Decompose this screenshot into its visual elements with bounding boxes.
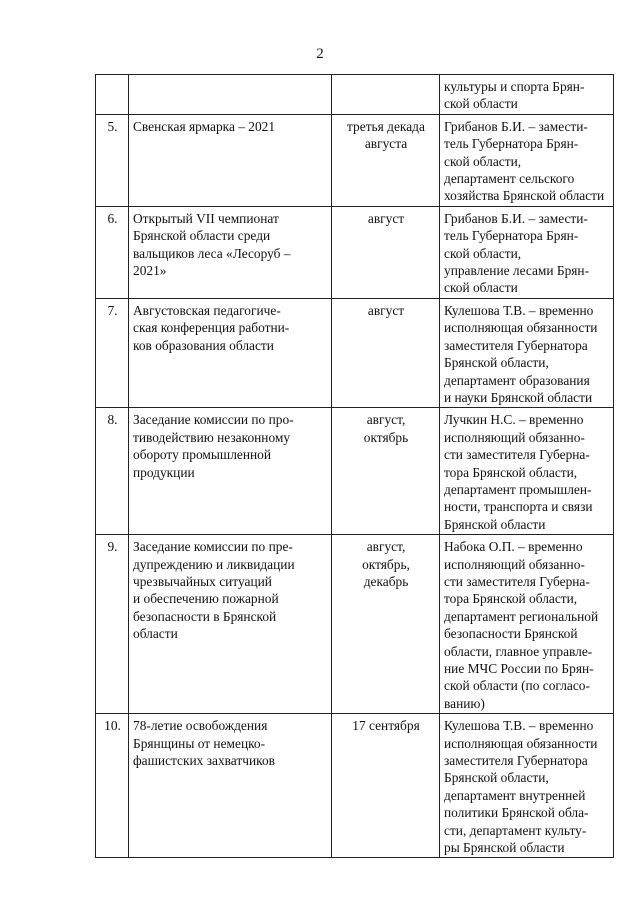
event-line: обороту промышленной <box>133 447 272 463</box>
responsible-line: тель Губернатора Брян- <box>444 136 579 152</box>
event-line: чрезвычайных ситуаций <box>133 573 272 589</box>
date-line: третья декада <box>347 118 425 134</box>
event-cell <box>129 408 332 535</box>
responsible-cell <box>440 75 614 115</box>
responsible-cell <box>440 408 614 535</box>
date-line: октябрь <box>363 429 409 445</box>
row-number: 8. <box>96 408 129 535</box>
row-number <box>96 75 129 115</box>
row-number: 10. <box>96 714 129 858</box>
responsible-line: хозяйства Брянской области <box>444 188 605 204</box>
event-line: продукции <box>133 464 195 480</box>
responsible-line: области, главное управле- <box>444 643 593 659</box>
row-number: 5. <box>96 114 129 206</box>
date-cell <box>332 535 440 714</box>
date-cell <box>332 714 440 858</box>
responsible-line: Лучкин Н.С. – временно <box>444 412 584 428</box>
responsible-line: департамент образования <box>444 372 590 388</box>
date-line: август <box>367 302 405 318</box>
event-line: области <box>133 626 178 642</box>
responsible-cell <box>440 114 614 206</box>
date-line: декабрь <box>363 573 409 589</box>
responsible-line: сти заместителя Губерна- <box>444 447 590 463</box>
responsible-line: департамент внутренней <box>444 787 586 803</box>
date-cell <box>332 75 440 115</box>
responsible-line: Брянской области, <box>444 770 549 786</box>
responsible-line: тора Брянской области, <box>444 591 578 607</box>
responsible-line: ской области, <box>444 245 522 261</box>
event-line: дупреждению и ликвидации <box>133 556 295 572</box>
responsible-line: сти, департамент культу- <box>444 822 587 838</box>
row-number: 6. <box>96 206 129 298</box>
event-line: Свенская ярмарка – 2021 <box>133 118 276 134</box>
responsible-line: Брянской области, <box>444 355 549 371</box>
table-row <box>96 535 614 714</box>
table-row <box>96 408 614 535</box>
date-cell <box>332 408 440 535</box>
responsible-line: культуры и спорта Брян- <box>444 79 585 94</box>
responsible-line: исполняющий обязанно- <box>444 556 585 572</box>
responsible-line: тель Губернатора Брян- <box>444 228 579 244</box>
responsible-line: сти заместителя Губерна- <box>444 573 590 589</box>
event-line: 78-летие освобождения <box>133 718 268 734</box>
responsible-line: ской области <box>444 280 518 296</box>
event-line: Заседание комиссии по про- <box>133 412 294 428</box>
date-line: август, <box>366 539 406 555</box>
table-row <box>96 206 614 298</box>
responsible-line: ности, транспорта и связи <box>444 499 593 515</box>
responsible-line: исполняющая обязанности <box>444 735 598 751</box>
responsible-line: департамент промышлен- <box>444 481 592 497</box>
responsible-line: Брянской области <box>444 516 546 532</box>
event-cell <box>129 114 332 206</box>
responsible-line: заместителя Губернатора <box>444 753 588 769</box>
events-table <box>95 74 614 858</box>
event-line: фашистских захватчиков <box>133 753 275 769</box>
event-cell <box>129 714 332 858</box>
responsible-line: и науки Брянской области <box>444 389 593 405</box>
responsible-line: ры Брянской области <box>444 840 565 856</box>
responsible-line: политики Брянской обла- <box>444 805 589 821</box>
responsible-line: безопасности Брянской <box>444 626 578 642</box>
event-cell <box>129 298 332 407</box>
date-line: августа <box>364 136 408 152</box>
responsible-line: Набока О.П. – временно <box>444 539 583 555</box>
event-line: ская конференция работни- <box>133 320 290 336</box>
event-line: вальщиков леса «Лесоруб – <box>133 245 291 261</box>
row-number: 9. <box>96 535 129 714</box>
responsible-line: ской области <box>444 96 518 112</box>
responsible-line: тора Брянской области, <box>444 464 578 480</box>
responsible-line: департамент региональной <box>444 608 599 624</box>
event-cell <box>129 75 332 115</box>
event-line: тиводействию незаконному <box>133 429 291 445</box>
table-row <box>96 114 614 206</box>
event-cell <box>129 535 332 714</box>
responsible-cell <box>440 714 614 858</box>
table-row <box>96 75 614 115</box>
responsible-line: управление лесами Брян- <box>444 263 590 279</box>
event-line: ков образования области <box>133 337 274 353</box>
event-line: Августовская педагогиче- <box>133 302 281 318</box>
date-cell <box>332 206 440 298</box>
responsible-cell <box>440 298 614 407</box>
date-cell <box>332 114 440 206</box>
table-row <box>96 298 614 407</box>
responsible-line: ской области, <box>444 153 522 169</box>
row-number: 7. <box>96 298 129 407</box>
event-cell <box>129 206 332 298</box>
date-line: 17 сентября <box>352 718 420 734</box>
date-line: октябрь, <box>362 556 410 572</box>
event-line: 2021» <box>133 263 167 279</box>
event-line: и обеспечению пожарной <box>133 591 279 607</box>
responsible-line: ние МЧС России по Брян- <box>444 661 594 676</box>
responsible-line: департамент сельского <box>444 171 575 187</box>
date-cell <box>332 298 440 407</box>
event-line: Заседание комиссии по пре- <box>133 539 293 555</box>
event-line: Открытый VII чемпионат <box>133 210 279 226</box>
responsible-cell <box>440 535 614 714</box>
responsible-line: ванию) <box>444 695 485 711</box>
event-line: безопасности в Брянской <box>133 608 277 624</box>
page-number: 2 <box>316 46 324 62</box>
responsible-line: Кулешова Т.В. – временно <box>444 302 594 318</box>
table-row <box>96 714 614 858</box>
responsible-line: исполняющая обязанности <box>444 320 598 336</box>
responsible-line: Кулешова Т.В. – временно <box>444 718 594 734</box>
event-line: Брянщины от немецко- <box>133 735 266 751</box>
responsible-line: ской области (по согласо- <box>444 678 590 694</box>
event-line: Брянской области среди <box>133 228 271 244</box>
responsible-cell <box>440 206 614 298</box>
responsible-line: заместителя Губернатора <box>444 337 588 353</box>
responsible-line: Грибанов Б.И. – замести- <box>444 118 588 134</box>
responsible-line: исполняющий обязанно- <box>444 429 585 445</box>
date-line: август, <box>366 412 406 428</box>
responsible-line: Грибанов Б.И. – замести- <box>444 210 588 226</box>
date-line: август <box>367 210 405 226</box>
